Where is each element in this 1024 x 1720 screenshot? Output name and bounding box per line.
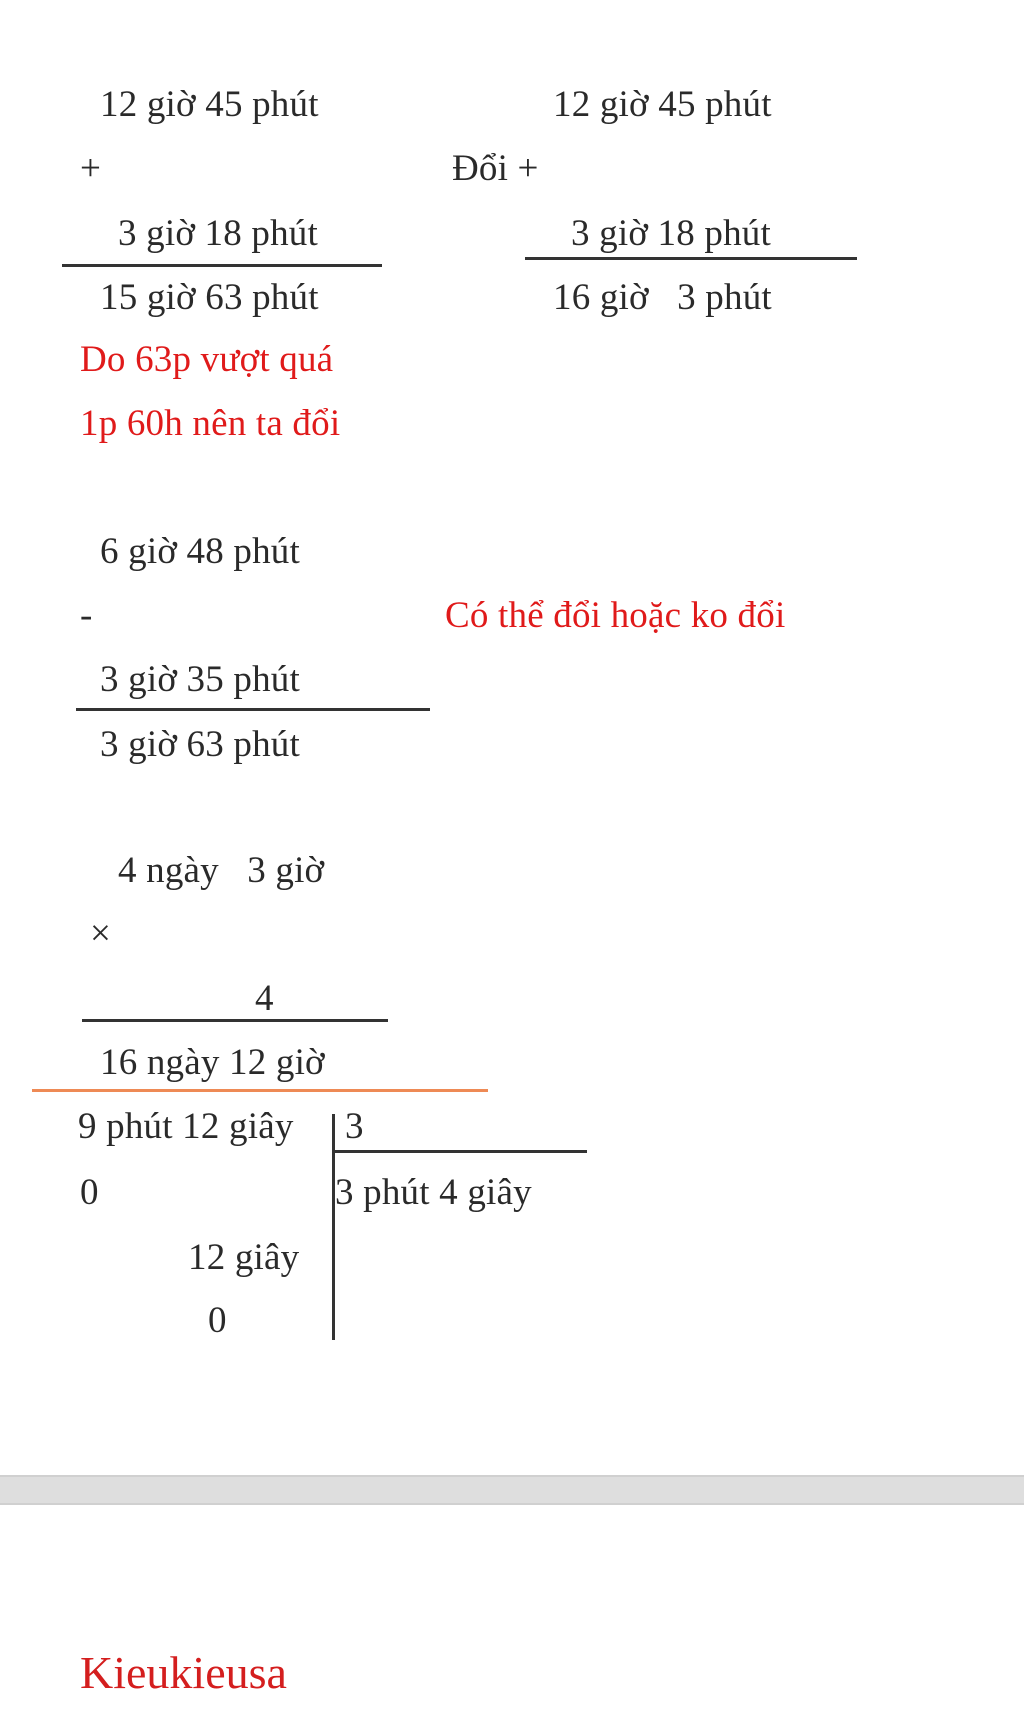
converted-label: Đổi + bbox=[452, 148, 539, 189]
multiplication-factor: 4 bbox=[255, 978, 274, 1019]
addition-result: 15 giờ 63 phút bbox=[100, 277, 319, 318]
addition-bottom: 3 giờ 18 phút bbox=[118, 213, 318, 254]
division-remainder-1: 0 bbox=[80, 1172, 99, 1213]
multiplication-top: 4 ngày 3 giờ bbox=[118, 850, 325, 891]
division-quotient: 3 phút 4 giây bbox=[335, 1172, 532, 1213]
addition-note-line2: 1p 60h nên ta đổi bbox=[80, 403, 341, 444]
section-divider-band bbox=[0, 1475, 1024, 1505]
division-dividend: 9 phút 12 giây bbox=[78, 1106, 294, 1147]
author-name[interactable]: Kieukieusa bbox=[80, 1647, 287, 1698]
division-divisor: 3 bbox=[345, 1106, 364, 1147]
multiplication-result: 16 ngày 12 giờ bbox=[100, 1042, 325, 1083]
subtraction-note: Có thể đổi hoặc ko đổi bbox=[445, 595, 786, 636]
division-remainder-2: 0 bbox=[208, 1300, 227, 1341]
multiplication-operator: × bbox=[90, 913, 112, 954]
converted-top: 12 giờ 45 phút bbox=[553, 84, 772, 125]
subtraction-operator: - bbox=[80, 595, 93, 636]
converted-result: 16 giờ 3 phút bbox=[553, 277, 772, 318]
division-rule bbox=[335, 1150, 587, 1153]
multiplication-rule bbox=[82, 1019, 388, 1022]
converted-bottom: 3 giờ 18 phút bbox=[571, 213, 771, 254]
subtraction-top: 6 giờ 48 phút bbox=[100, 531, 300, 572]
subtraction-rule bbox=[76, 708, 430, 711]
addition-rule bbox=[62, 264, 382, 267]
subtraction-bottom: 3 giờ 35 phút bbox=[100, 659, 300, 700]
addition-note-line1: Do 63p vượt quá bbox=[80, 339, 334, 380]
addition-top: 12 giờ 45 phút bbox=[100, 84, 319, 125]
addition-operator: + bbox=[80, 148, 102, 189]
converted-rule bbox=[525, 257, 857, 260]
division-bar bbox=[332, 1114, 335, 1340]
section-separator bbox=[32, 1089, 488, 1092]
division-step: 12 giây bbox=[188, 1237, 300, 1278]
subtraction-result: 3 giờ 63 phút bbox=[100, 724, 300, 765]
